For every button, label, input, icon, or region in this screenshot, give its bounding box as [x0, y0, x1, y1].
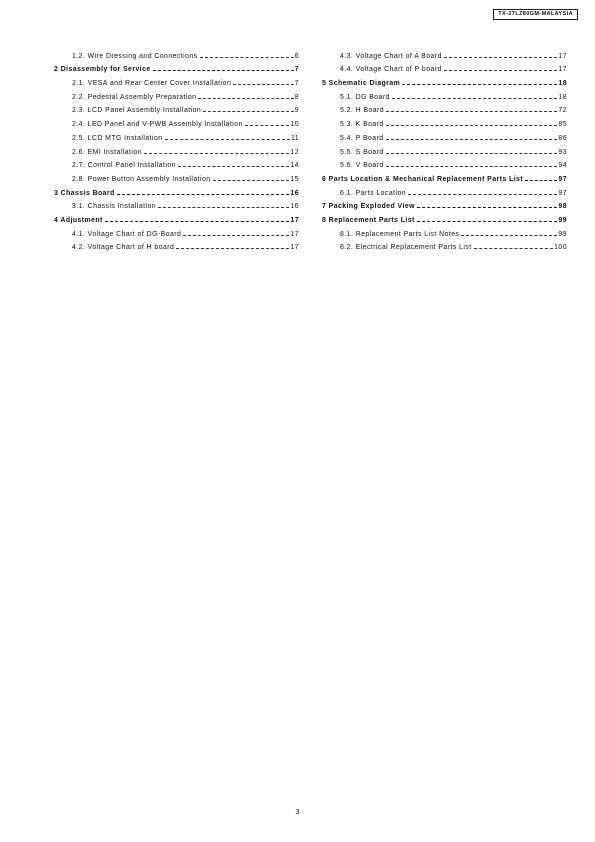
toc-section-entry[interactable] — [54, 60, 299, 74]
toc-subsection-entry[interactable] — [322, 60, 567, 74]
toc-subsection-entry[interactable] — [54, 73, 299, 87]
toc-dot-leader — [386, 166, 558, 167]
toc-dot-leader — [144, 153, 289, 154]
toc-dot-leader — [402, 84, 557, 85]
toc-dot-leader — [408, 194, 557, 195]
toc-section-entry[interactable] — [54, 210, 299, 224]
toc-dot-leader — [183, 235, 289, 236]
toc-entry-page: 98 — [558, 203, 567, 211]
toc-dot-leader — [158, 207, 289, 208]
toc-entry-page: 17 — [290, 244, 299, 252]
toc-entry-title: 5.3. K Board — [340, 121, 384, 129]
toc-section-entry[interactable] — [54, 183, 299, 197]
toc-subsection-entry[interactable] — [322, 46, 567, 60]
toc-section-entry[interactable] — [322, 210, 567, 224]
toc-subsection-entry[interactable] — [54, 197, 299, 211]
toc-entry-title: 2.4. LED Panel and V-PWB Assembly Installation — [72, 121, 243, 129]
toc-dot-leader — [117, 194, 290, 195]
toc-entry-title: 5.1. DG Board — [340, 93, 390, 101]
toc-entry-page: 8 — [294, 93, 299, 101]
toc-dot-leader — [392, 98, 558, 99]
toc-entry-page: 17 — [558, 52, 567, 60]
toc-entry-title: 5 Schematic Diagram — [322, 80, 401, 88]
toc-entry-page: 97 — [558, 175, 567, 183]
toc-subsection-entry[interactable] — [54, 128, 299, 142]
toc-dot-leader — [444, 57, 557, 58]
toc-entry-title: 8.1. Replacement Parts List Notes — [340, 230, 460, 238]
toc-entry-title: 4.1. Voltage Chart of DG-Board — [72, 230, 182, 238]
toc-entry-title: 1.2. Wire Dressing and Connections — [72, 52, 198, 60]
toc-dot-leader — [213, 180, 290, 181]
model-label: TX-27LZ80GM-MALAYSIA — [493, 9, 578, 20]
toc-entry-page: 85 — [558, 121, 567, 129]
toc-subsection-entry[interactable] — [54, 46, 299, 60]
toc-subsection-entry[interactable] — [322, 224, 567, 238]
toc-entry-title: 4 Adjustment — [54, 216, 103, 224]
toc-entry-page: 94 — [558, 162, 567, 170]
toc-entry-title: 2.3. LCD Panel Assembly Installation — [72, 107, 202, 115]
toc-entry-title: 2.2. Pedestal Assembly Preparation — [72, 93, 197, 101]
toc-section-entry[interactable] — [322, 73, 567, 87]
toc-entry-title: 5.5. S Board — [340, 148, 384, 156]
toc-entry-page: 7 — [294, 80, 299, 88]
toc-dot-leader — [245, 125, 290, 126]
toc-entry-page: 10 — [290, 121, 299, 129]
toc-entry-page: 16 — [290, 189, 299, 197]
toc-subsection-entry[interactable] — [322, 238, 567, 252]
toc-entry-title: 8.2. Electrical Replacement Parts List — [340, 244, 472, 252]
toc-entry-title: 5.2. H Board — [340, 107, 385, 115]
toc-entry-title: 7 Packing Exploded View — [322, 203, 415, 211]
toc-entry-page: 17 — [290, 230, 299, 238]
toc-dot-leader — [474, 248, 554, 249]
toc-entry-title: 3.1. Chassis Installation — [72, 203, 157, 211]
toc-entry-page: 18 — [558, 80, 567, 88]
toc-subsection-entry[interactable] — [322, 183, 567, 197]
toc-entry-page: 72 — [558, 107, 567, 115]
toc-subsection-entry[interactable] — [322, 87, 567, 101]
toc-entry-title: 2.8. Power Button Assembly Installation — [72, 175, 211, 183]
toc-entry-title: 6 Parts Location & Mechanical Replacement Parts List — [322, 175, 524, 183]
toc-subsection-entry[interactable] — [322, 156, 567, 170]
toc-column-left — [54, 46, 299, 251]
toc-subsection-entry[interactable] — [54, 224, 299, 238]
toc-entry-title: 8 Replacement Parts List — [322, 216, 415, 224]
toc-dot-leader — [386, 111, 557, 112]
toc-subsection-entry[interactable] — [322, 142, 567, 156]
toc-entry-page: 17 — [290, 216, 299, 224]
toc-dot-leader — [417, 207, 557, 208]
page-number: 3 — [295, 807, 300, 816]
toc-subsection-entry[interactable] — [54, 101, 299, 115]
toc-dot-leader — [417, 221, 558, 222]
toc-subsection-entry[interactable] — [54, 169, 299, 183]
toc-subsection-entry[interactable] — [322, 128, 567, 142]
toc-dot-leader — [153, 70, 294, 71]
toc-entry-page: 15 — [290, 175, 299, 183]
toc-entry-title: 2 Disassembly for Service — [54, 66, 151, 74]
toc-entry-title: 4.4. Voltage Chart of P board — [340, 66, 442, 74]
toc-dot-leader — [386, 125, 558, 126]
toc-dot-leader — [386, 139, 558, 140]
toc-subsection-entry[interactable] — [322, 101, 567, 115]
toc-dot-leader — [525, 180, 557, 181]
toc-entry-page: 7 — [294, 66, 299, 74]
toc-subsection-entry[interactable] — [54, 156, 299, 170]
toc-entry-title: 3 Chassis Board — [54, 189, 115, 197]
toc-dot-leader — [203, 111, 294, 112]
toc-entry-page: 12 — [290, 148, 299, 156]
toc-dot-leader — [461, 235, 557, 236]
toc-dot-leader — [176, 248, 289, 249]
toc-dot-leader — [198, 98, 293, 99]
toc-dot-leader — [444, 70, 558, 71]
toc-subsection-entry[interactable] — [54, 142, 299, 156]
toc-dot-leader — [233, 84, 293, 85]
toc-dot-leader — [200, 57, 294, 58]
toc-subsection-entry[interactable] — [322, 114, 567, 128]
toc-entry-page: 9 — [294, 107, 299, 115]
toc-entry-title: 2.5. LCD MTG Installation — [72, 134, 163, 142]
toc-entry-title: 5.4. P Board — [340, 134, 384, 142]
toc-entry-page: 14 — [290, 162, 299, 170]
toc-entry-page: 97 — [558, 189, 567, 197]
toc-entry-title: 4.3. Voltage Chart of A Board — [340, 52, 442, 60]
toc-entry-title: 4.2. Voltage Chart of H board — [72, 244, 175, 252]
toc-entry-page: 100 — [554, 244, 567, 252]
toc-entry-title: 2.6. EMI Installation — [72, 148, 142, 156]
toc-entry-page: 86 — [558, 134, 567, 142]
toc-entry-page: 16 — [290, 203, 299, 211]
toc-dot-leader — [105, 221, 290, 222]
toc-entry-page: 6 — [294, 52, 299, 60]
toc-entry-page: 93 — [558, 148, 567, 156]
toc-section-entry[interactable] — [322, 197, 567, 211]
toc-section-entry[interactable] — [322, 169, 567, 183]
toc-entry-title: 5.6. V Board — [340, 162, 384, 170]
toc-dot-leader — [386, 153, 558, 154]
toc-entry-title: 2.7. Control Panel Installation — [72, 162, 176, 170]
toc-subsection-entry[interactable] — [54, 114, 299, 128]
toc-entry-page: 99 — [558, 230, 567, 238]
toc-entry-title: 2.1. VESA and Rear Center Cover Installation — [72, 80, 232, 88]
toc-dot-leader — [178, 166, 289, 167]
toc-entry-page: 11 — [290, 134, 299, 142]
toc-subsection-entry[interactable] — [54, 238, 299, 252]
toc-dot-leader — [165, 139, 290, 140]
toc-entry-title: 6.1. Parts Location — [340, 189, 407, 197]
toc-column-right — [322, 46, 567, 251]
toc-entry-page: 18 — [558, 93, 567, 101]
toc-entry-page: 17 — [558, 66, 567, 74]
toc-subsection-entry[interactable] — [54, 87, 299, 101]
toc-entry-page: 99 — [558, 216, 567, 224]
